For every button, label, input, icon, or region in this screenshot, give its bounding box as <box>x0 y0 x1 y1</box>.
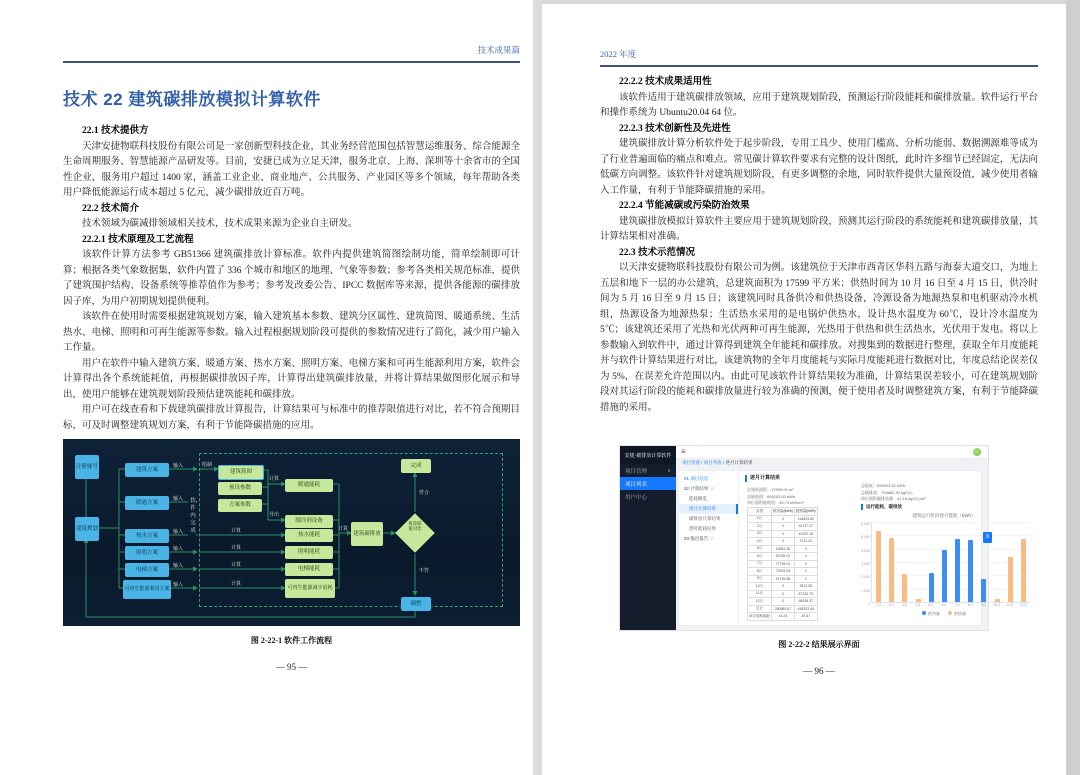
x-axis-tick-label: 3月 <box>902 603 908 607</box>
ui-result-table <box>747 507 818 621</box>
heading-22-3: 22.3 技术示范情况 <box>619 247 696 258</box>
table-cell: 14.26 <box>772 613 795 621</box>
stat-line: 单位面积能耗值：39.73 kWh/m² <box>747 500 804 505</box>
chart-bar-6月 <box>942 550 947 602</box>
table-row <box>748 553 818 561</box>
chart-bar-5月 <box>929 573 934 602</box>
flow-node-plan-hvac: 暖通方案 <box>125 496 169 510</box>
stat-line: 单位面积碳排放量：41.18 kgCO₂/m² <box>861 496 926 501</box>
table-row <box>748 590 818 598</box>
table-cell: 0 <box>794 575 817 583</box>
running-header-left-text: 技术成果篇 <box>477 45 520 55</box>
x-axis-tick-label: 7月 <box>954 603 961 607</box>
table-cell: 1月 <box>748 515 772 523</box>
tree-item-逐时能耗结果: 逐时能耗结果 <box>689 526 716 531</box>
x-axis-tick-label: 12月 <box>1019 603 1028 607</box>
page-edge-top <box>542 0 1066 4</box>
table-row <box>748 515 818 523</box>
ui-app-title: 安捷·碳排放计算软件 <box>620 446 676 464</box>
paragraph: 该软件在使用时需要根据建筑规划方案，输入建筑基本参数、建筑分区属性、建筑简图、暖通系统、生活热水、电梯、照明和可再生能源等参数。输入过程根据规划阶段可提供的参数情况进行了简化，减少用户输入工作量。 <box>63 312 520 353</box>
chart-gridline <box>872 575 1030 576</box>
figure2-caption: 图 2-22-2 结果展示界面 <box>778 640 860 649</box>
ui-content-panel <box>678 470 1028 626</box>
x-axis-tick-label: 8月 <box>967 603 974 607</box>
table-cell: 3722.24 <box>794 538 817 546</box>
table-header-cell: 月份 <box>748 508 772 516</box>
chevron-down-icon: ∨ <box>667 467 671 474</box>
sidebar-item-项目管理 <box>620 464 676 477</box>
table-cell: 42092.16 <box>794 530 817 538</box>
tree-item-能耗概览: 能耗概览 <box>689 496 707 501</box>
breadcrumb-current: 逐月计算结果 <box>725 460 753 465</box>
page-gap <box>533 0 542 775</box>
y-axis-tick-label: 0 <box>868 602 870 606</box>
chart-gridline <box>872 549 1030 550</box>
ui-table-head <box>748 508 818 516</box>
y-axis-tick-label: 4,000 <box>861 548 870 553</box>
table-cell: 9月 <box>748 575 772 583</box>
chart-bar-7月 <box>955 539 960 602</box>
flow-label-input: 输入 <box>173 582 184 588</box>
table-cell: 10月 <box>748 583 772 591</box>
page-number-right: — 96 — <box>803 666 835 676</box>
chart-plot-area <box>861 522 1030 607</box>
flow-label-export: 导出 <box>269 512 280 518</box>
x-axis-tick-label: 5月 <box>928 603 934 607</box>
flow-node-adjust: 调整 <box>401 597 431 611</box>
menu-icon: ≡ <box>681 447 686 456</box>
table-cell: 250880.87 <box>772 605 795 613</box>
paragraph: 技术领域为碳减排领域相关技术，技术成果来源为企业自主研发。 <box>82 219 358 229</box>
stat-line: 总建筑面积：17599.00 m² <box>747 487 794 492</box>
ui-table-body <box>748 515 818 620</box>
flow-node-hvac-energy: 暖通能耗 <box>285 479 333 492</box>
chart-gridline <box>872 562 1030 563</box>
chart-title: 建筑运行阶段逐月能耗（kWh） <box>912 513 976 518</box>
chart-bar-2月 <box>889 538 894 602</box>
table-cell: 0 <box>794 568 817 576</box>
table-header-row <box>748 508 818 516</box>
table-row <box>748 538 818 546</box>
sidebar-item-用户中心 <box>620 490 676 503</box>
table-row <box>748 568 818 576</box>
table-cell: 448322.65 <box>794 605 817 613</box>
ui-sidebar <box>620 446 676 630</box>
figure1-caption: 图 2-22-1 软件工作流程 <box>250 636 333 645</box>
stat-line: 总能耗：699203.52 kWh <box>861 483 906 488</box>
table-cell: 0 <box>772 515 795 523</box>
flow-label-calc: 计算 <box>231 545 242 551</box>
flow-inside-label: 软件内完成 <box>189 497 195 535</box>
paragraph: 用户可在线查看和下载建筑碳排放计算报告，计算结果可与标准中的推荐限值进行对比，若不符合预期目标，可及时调整建筑规划方案，有利于节能降碳措施的应用。 <box>63 405 520 431</box>
heading-22-2-1: 22.2.1 技术原理及工艺流程 <box>82 234 194 245</box>
y-axis-tick-label: 1,000 <box>861 588 870 593</box>
page-right <box>542 4 1066 775</box>
table-cell: 0 <box>794 560 817 568</box>
table-cell: 19861.35 <box>772 545 795 553</box>
chart-bar-9月 <box>981 579 986 602</box>
table-row <box>748 530 818 538</box>
flow-node-done: 完成 <box>401 459 431 473</box>
chart-gridline <box>872 522 1030 523</box>
ui-sidebar-menu <box>620 464 676 503</box>
flow-node-preset-params: 预设参数 <box>218 482 262 495</box>
chart-bar-1月 <box>876 531 881 602</box>
flow-node-register: 注册账号 <box>75 455 99 479</box>
x-axis-tick-label: 10月 <box>993 603 1001 607</box>
flow-node-renewable-saving: 可再生能源减少消耗 <box>285 579 335 598</box>
flow-node-hotwater-energy: 热水能耗 <box>285 529 333 542</box>
floating-widget: ≡ <box>983 532 992 543</box>
ui-subsection-title: 运行能耗、碳排放 <box>861 504 902 510</box>
table-cell: 单位面积能耗 <box>748 613 772 621</box>
x-axis-tick-label: 6月 <box>941 603 948 607</box>
table-row <box>748 560 818 568</box>
avatar <box>973 448 981 456</box>
flow-node-plan-lighting: 照明方案 <box>125 546 169 560</box>
table-cell: 3月 <box>748 530 772 538</box>
page-number-left: — 95 — <box>275 662 308 672</box>
flow-label-calc: 计算 <box>231 581 242 587</box>
page-title: 技术 22 建筑碳排放模拟计算软件 <box>63 90 321 109</box>
legend-item <box>922 611 940 617</box>
ui-bar-chart <box>851 513 1037 619</box>
table-row <box>748 523 818 531</box>
flow-node-lighting-energy: 照明能耗 <box>285 546 333 559</box>
ui-topbar <box>676 446 988 459</box>
x-axis-tick-label: 9月 <box>981 603 987 607</box>
paragraph: 建筑碳排放模拟计算软件主要应用于建筑规划阶段，预测其运行阶段的系统能耗和建筑碳排放量，其计算结果相对准确。 <box>600 216 1038 242</box>
flow-label-pass: 符合 <box>419 490 430 496</box>
legend-item <box>948 611 966 617</box>
chart-bar-12月 <box>1021 539 1026 602</box>
table-cell: 6月 <box>748 553 772 561</box>
tree-item-01 项目信息: 01 项目信息 <box>684 476 709 481</box>
sidebar-item-项目列表 <box>620 477 676 490</box>
table-header-cell: 供热量(kWh) <box>794 508 817 516</box>
table-cell: 12月 <box>748 598 772 606</box>
table-cell: 11月 <box>748 590 772 598</box>
flow-label-calc: 计算 <box>338 526 349 532</box>
flow-label-calc: 计算 <box>231 562 242 568</box>
legend-label: 供热量 <box>954 611 966 616</box>
flow-node-plan-hotwater: 热水方案 <box>125 529 169 543</box>
flow-node-planning: 建筑规划 <box>75 517 99 541</box>
y-axis-tick-label: 3,000 <box>861 562 870 566</box>
chart-bar-3月 <box>902 574 907 602</box>
table-cell: 77824.63 <box>772 568 795 576</box>
ui-stats-left <box>747 487 804 507</box>
table-cell: 118633.80 <box>794 515 817 523</box>
legend-swatch <box>948 611 952 615</box>
table-cell: 77754.01 <box>772 560 795 568</box>
table-cell: 98036.37 <box>794 598 817 606</box>
flow-node-sketch: 建筑简图 <box>218 465 264 480</box>
heading-22-2: 22.2 技术简介 <box>82 203 140 214</box>
y-axis-tick-label: 5,000 <box>861 535 870 540</box>
chart-legend <box>851 611 1037 617</box>
running-header-right-text: 2022 年度 <box>600 49 637 59</box>
page-left <box>0 0 533 775</box>
stat-line: 总能耗值：699203.52 kWh <box>747 493 796 499</box>
heading-22-2-3: 22.2.3 技术创新性及先进性 <box>619 123 731 134</box>
table-row <box>748 598 818 606</box>
table-cell: 94737.27 <box>794 523 817 531</box>
flow-label-input: 输入 <box>173 563 184 569</box>
ui-tree <box>679 471 739 625</box>
paragraph: 天津安捷物联科技股份有限公司是一家创新型科技企业，其业务经营范围包括智慧运维服务、综合能源全生命周期服务、智慧能源产品研发等。目前，安捷已成为立足天津，服务北京、上海、深圳等十余省市的全国性企业，服务用户超过 1400 家，涵盖工业企业、商业地产、公共服务、产业园区等多个领域，每年帮助各类用户降低能源运行成本超过 5 亿元，减少碳排放近百万吨。 <box>63 141 520 198</box>
flow-label-draw: 绘制 <box>202 462 213 468</box>
table-cell: 0 <box>794 553 817 561</box>
heading-22-1: 22.1 技术提供方 <box>82 126 149 136</box>
flow-label-fail: 不符 <box>419 568 430 574</box>
flow-label-input: 输入 <box>173 546 184 552</box>
flow-node-carbon: 建筑碳排放 <box>351 522 383 546</box>
table-cell: 总计 <box>748 605 772 613</box>
flow-node-plan-building: 建筑方案 <box>125 463 169 477</box>
flow-label-input: 输入 <box>173 496 184 502</box>
x-axis-tick-label: 2月 <box>888 603 895 607</box>
tree-item-碳排放计算结果: 碳排放计算结果 <box>689 516 721 521</box>
tree-item-逐月计算结果: 逐月计算结果 <box>679 504 738 514</box>
paragraph: 以天津安捷物联科技股份有限公司为例。该建筑位于天津市西青区华科五路与海泰大道交口，为地上五层和地下一层的办公建筑，总建筑面积为 17599 平方米；供热时间为 10 月 16 日至 4 月 15 日，供冷时间为 5 月 16 日至 9 月 15 日；该建筑同时具备供冷和供热设备，冷源设备为地源热泵和电机驱动冷水机组，热源设备为地源热泵；生活热水采用的是电锅炉供热水，设计热水温度为 60℃，设计冷水温度为 5℃；该建筑还采用了光热和光伏两种可再生能源，光热用于供热和供生活热水，光伏用于发电。将以上参数输入到软件中，通过计算得到建筑全年能耗和碳排放。对搜集到的数据进行整理，获取全年月度能耗并与软件计算结果进行对比，该建筑物的全年月度能耗与实际月度能耗进行数据对比，年度总结论误差仅为 5%，在误差允许范围以内。由此可见该软件计算结果较为准确，计算结果误差较小，可在建筑规划阶段对其运行阶段的能耗和碳排放量进行较为准确的预测，便于使用者及时调整建筑方案，有利于节能降碳措施的采用。 <box>600 263 1038 413</box>
x-axis-tick-label: 1月 <box>875 603 882 607</box>
ui-panel-title: 逐月计算结果 <box>745 475 780 482</box>
flow-label-input: 输入 <box>173 463 184 469</box>
y-axis-tick-label: 2,000 <box>861 575 870 580</box>
table-header-cell: 供冷量(kWh) <box>772 508 795 516</box>
flow-node-plan-elevator: 电梯方案 <box>125 563 169 577</box>
table-cell: 4月 <box>748 538 772 546</box>
breadcrumb-links: 项目管理 / 项目列表 / <box>682 460 725 465</box>
table-row <box>748 545 818 553</box>
table-cell: 5月 <box>748 545 772 553</box>
stat-line: 总碳排放：724682.30 kgCO₂ <box>861 489 913 495</box>
breadcrumb <box>682 460 753 466</box>
sidebar-item-label: 用户中心 <box>625 494 648 501</box>
flow-node-refrigerant: 制冷剂设备 <box>285 515 333 528</box>
x-axis-tick-label: 11月 <box>1006 603 1014 607</box>
heading-22-2-2: 22.2.2 技术成果适用性 <box>619 77 712 87</box>
flow-label-calc: 计算 <box>269 476 280 482</box>
sidebar-item-label: 项目管理 <box>625 468 648 475</box>
table-row <box>748 605 818 613</box>
chart-gridline <box>872 589 1030 590</box>
table-row <box>748 613 818 621</box>
table-cell: 0 <box>772 583 795 591</box>
flow-node-scheme-params: 方案参数 <box>218 499 262 512</box>
chart-bar-8月 <box>968 540 973 602</box>
table-row <box>748 575 818 583</box>
legend-label: 供冷量 <box>928 611 940 616</box>
table-cell: 3874.08 <box>794 583 817 591</box>
x-axis-tick-label: 4月 <box>915 603 921 607</box>
paragraph: 该软件计算方法参考 GB51366 建筑碳排放计算标准。软件内提供建筑简图绘制功能，简单绘制即可计算；根据各类气象数据集，软件内置了 336 个城市和地区的地理、气象等参数；参考各类相关规范标准，提供了建筑围护结构、设备系统等推荐值作为参考；参考发改委公告、IPCC 数据库等来源，提供各能源的碳排放因子库，为用户初期规划提供便利。 <box>63 250 520 307</box>
flowchart-figure <box>63 439 520 626</box>
sidebar-item-label: 项目列表 <box>625 481 648 488</box>
legend-swatch <box>922 611 926 615</box>
table-cell: 53705.02 <box>772 553 795 561</box>
table-cell: 87226.73 <box>794 590 817 598</box>
table-cell: 8月 <box>748 568 772 576</box>
table-cell: 21735.86 <box>772 575 795 583</box>
running-header-left <box>63 44 520 63</box>
chart-bar-11月 <box>1008 557 1013 602</box>
table-cell: 0 <box>772 523 795 531</box>
table-cell: 0 <box>794 545 817 553</box>
tree-item-03 输出报告: 03 输出报告 ∨ <box>684 536 715 541</box>
tree-item-02 计算结果: 02 计算结果 ∨ <box>684 486 715 491</box>
table-cell: 2月 <box>748 523 772 531</box>
table-row <box>748 583 818 591</box>
running-header-right <box>600 48 1038 67</box>
heading-22-2-4: 22.2.4 节能减碳或污染防治效果 <box>619 201 750 211</box>
table-cell: 25.47 <box>794 613 817 621</box>
flow-node-elevator-energy: 电梯能耗 <box>285 563 333 576</box>
page-edge-right <box>1066 0 1080 775</box>
flow-decision-label: 推荐限值对比 <box>408 521 422 532</box>
table-cell: 7月 <box>748 560 772 568</box>
flow-label-calc: 计算 <box>231 528 242 534</box>
table-cell: 0 <box>772 530 795 538</box>
software-screenshot-figure <box>620 446 1028 630</box>
paragraph: 用户在软件中输入建筑方案、暖通方案、热水方案、照明方案、电梯方案和可再生能源利用方案，软件会计算得出各个系统能耗值，再根据碳排放因子库，计算得出建筑碳排放量，并将计算结果做图形化展示和导出，使用户能够在建筑规划阶段预估建筑能耗和碳排放。 <box>63 358 520 400</box>
table-cell: 0 <box>772 538 795 546</box>
table-cell: 0 <box>772 590 795 598</box>
flow-label-input: 输入 <box>173 529 184 535</box>
flow-node-plan-renewable: 可再生能源利用方案 <box>123 580 171 599</box>
table-cell: 0 <box>772 598 795 606</box>
paragraph: 建筑碳排放计算分析软件处于起步阶段，专用工具少、使用门槛高、分析功能弱、数据溯源难等成为了行业普遍面临的痛点和难点。常见碳计算软件要求有完整的设计图纸，此时许多细节已经固定，无法向低碳方向调整。该软件针对建筑规划阶段，有更多调整的余地，同时软件提供大量预设值，减少使用者输入工作量，有利于节能降碳措施的采用。 <box>600 139 1038 196</box>
ui-stats-right <box>861 483 926 503</box>
ui-main-area <box>739 471 1028 625</box>
chart-gridline <box>872 535 1030 536</box>
paragraph: 该软件适用于建筑碳排放领域，应用于建筑规划阶段，预测运行阶段能耗和碳排放量。软件运行平台和操作系统为 Ubuntu20.04 64 位。 <box>600 92 1038 118</box>
y-axis-tick-label: 6,000 <box>861 522 870 526</box>
